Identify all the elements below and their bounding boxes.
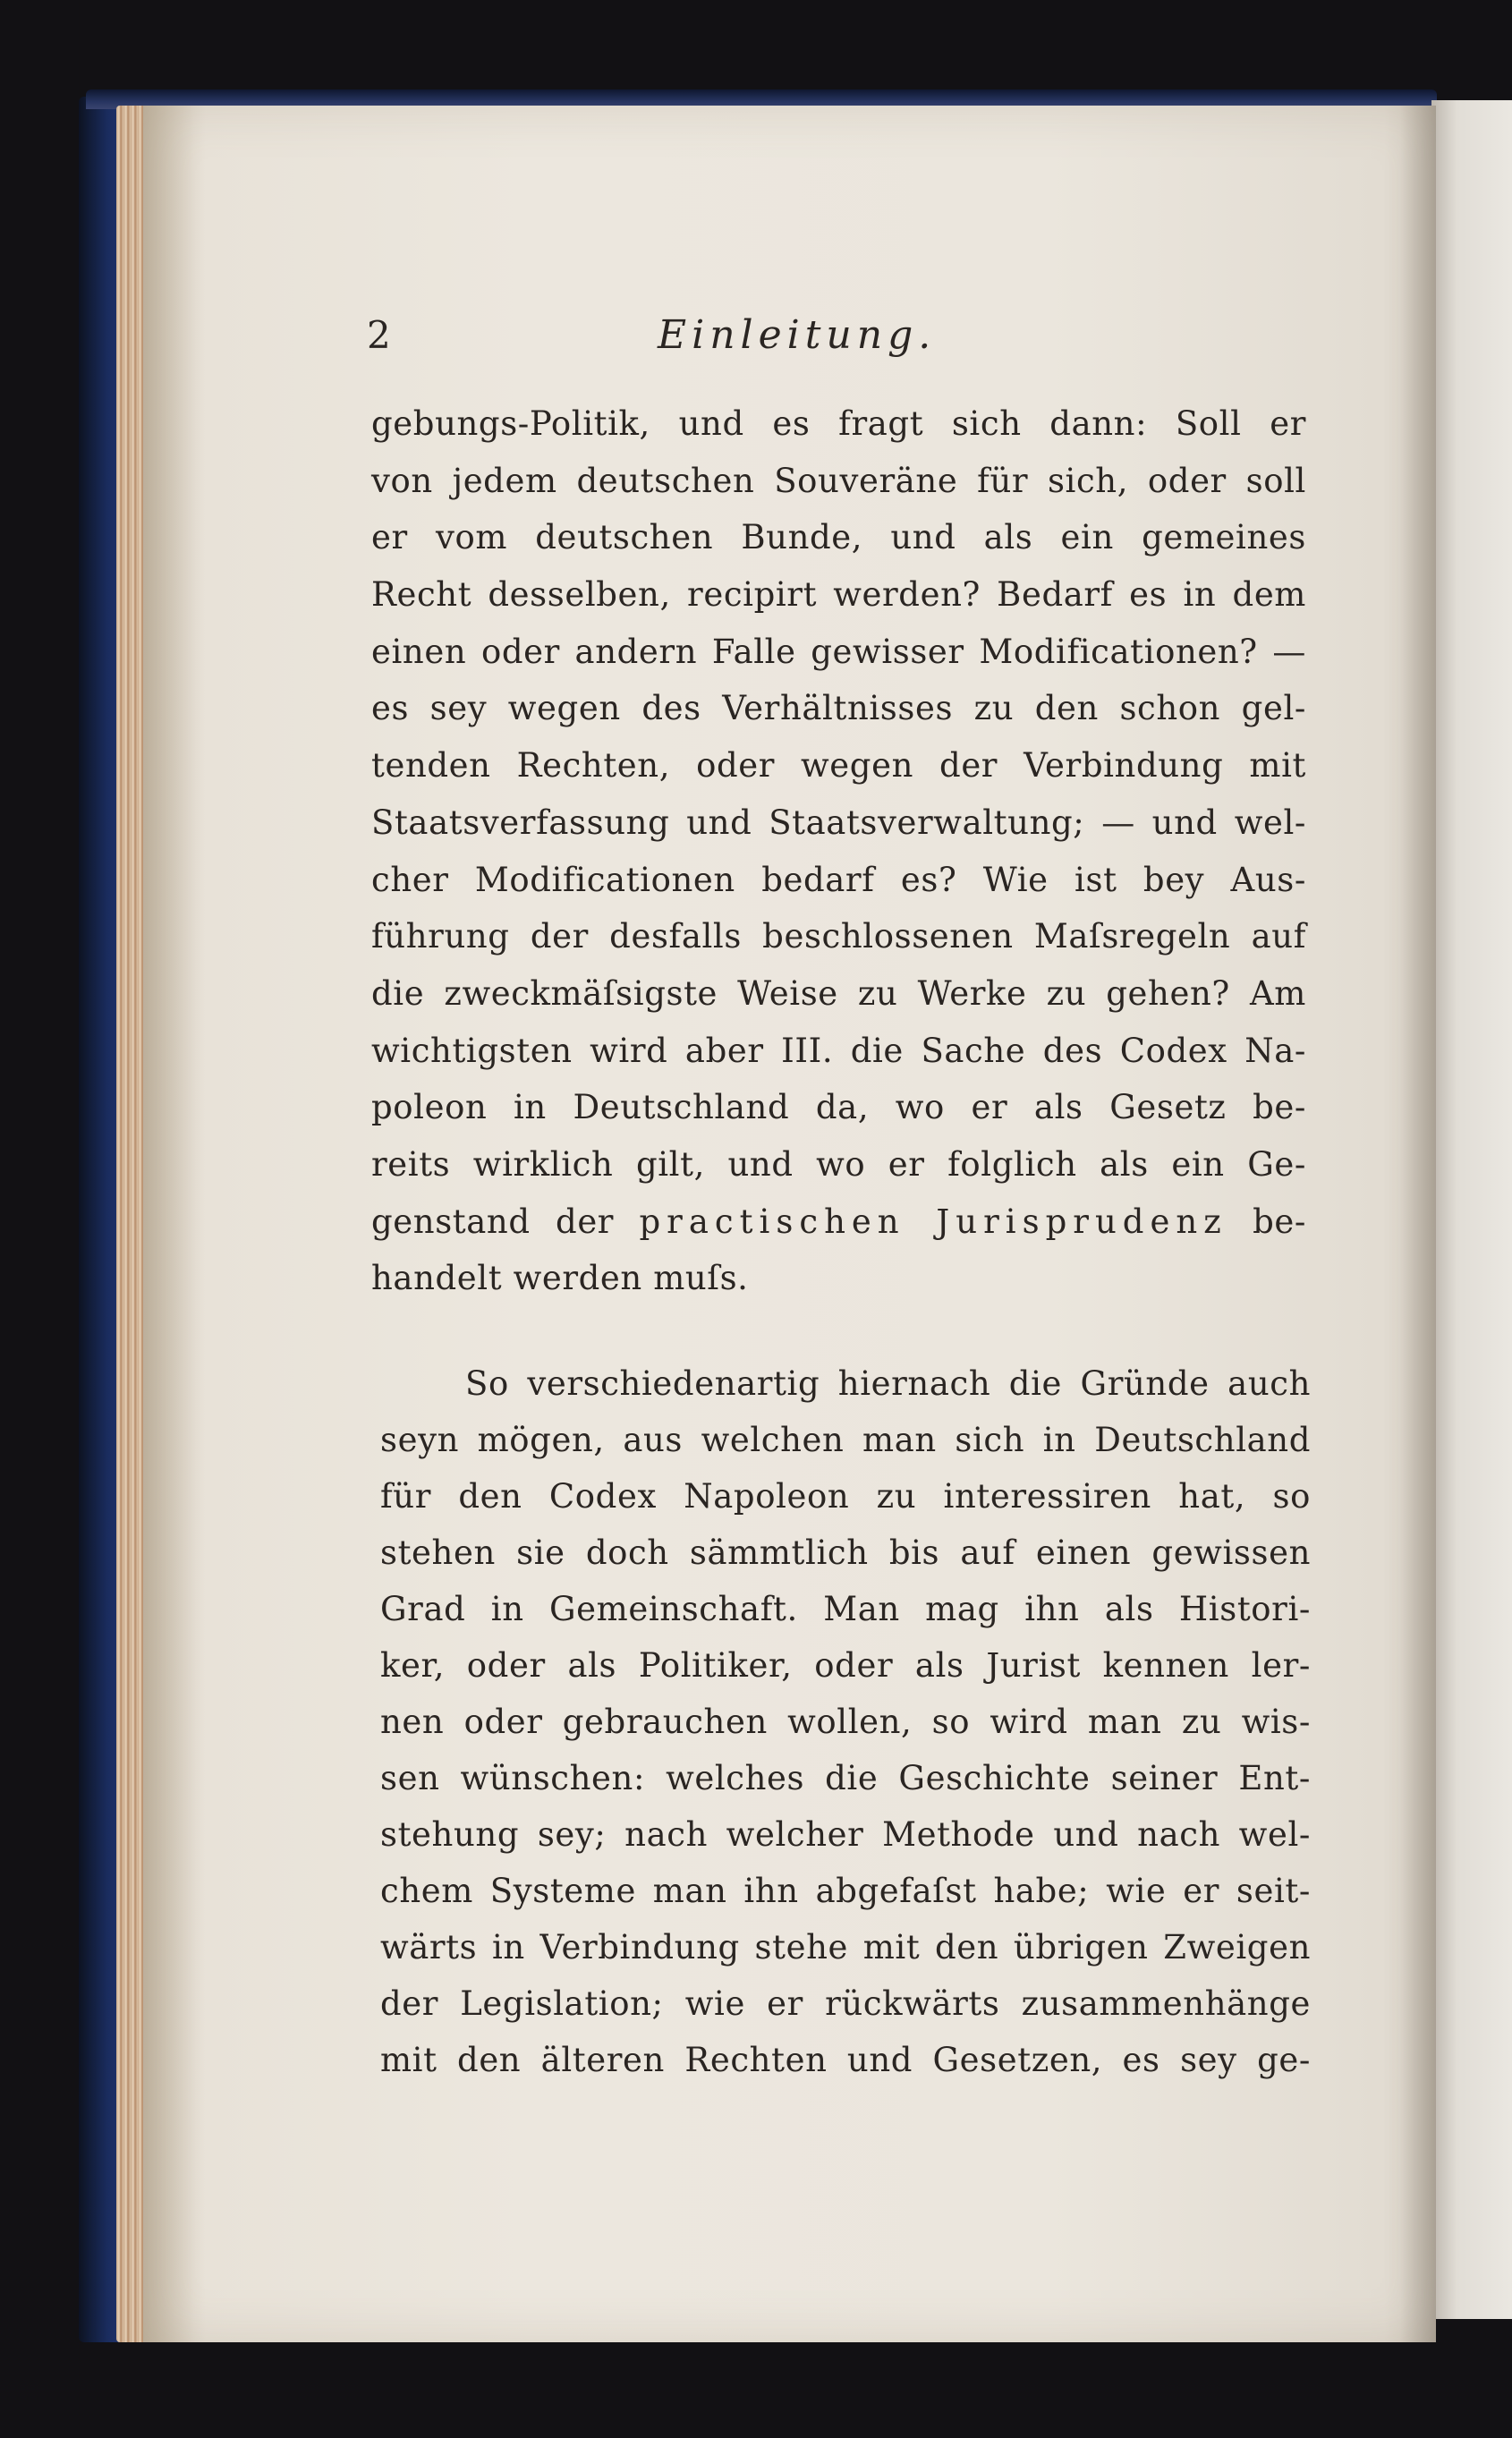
text-line: wärts in Verbindung stehe mit den übrigen Zweigen — [380, 1928, 1311, 1967]
text-line: ker, oder als Politiker, oder als Jurist kennen ler- — [380, 1646, 1311, 1685]
text-line: sen wünschen: welches die Geschichte seiner Ent- — [380, 1759, 1311, 1797]
text-line: er vom deutschen Bunde, und als ein gemeines — [371, 518, 1306, 557]
text-fragment: genstand der — [371, 1202, 615, 1241]
text-line: seyn mögen, aus welchen man sich in Deutschland — [380, 1421, 1311, 1459]
text-line: es sey wegen des Verhältnisses zu den schon gel- — [371, 689, 1306, 728]
text-fragment: be- — [1253, 1202, 1306, 1241]
text-line: nen oder gebrauchen wollen, so wird man zu wis- — [380, 1703, 1311, 1741]
running-title: Einleitung. — [658, 312, 937, 358]
text-line: einen oder andern Falle gewisser Modificationen? — — [371, 632, 1306, 671]
text-line: gebungs-Politik, und es fragt sich dann: Soll er — [371, 404, 1306, 443]
paragraph-2 — [380, 1355, 1311, 2088]
page-shadow — [143, 106, 206, 2342]
paragraph-1 — [371, 395, 1306, 1307]
text-line: führung der desfalls beschlossenen Maſsregeln auf — [371, 917, 1306, 956]
text-line: poleon in Deutschland da, wo er als Gesetz be- — [371, 1088, 1306, 1127]
text-line: reits wirklich gilt, und wo er folglich als ein Ge- — [371, 1144, 1306, 1184]
page-number: 2 — [367, 313, 391, 357]
text-line: stehen sie doch sämmtlich bis auf einen gewissen — [380, 1533, 1311, 1572]
text-line-emphasis — [371, 1194, 1306, 1251]
text-line: von jedem deutschen Souveräne für sich, oder soll — [371, 461, 1306, 500]
text-line: für den Codex Napoleon zu interessiren hat, so — [380, 1477, 1311, 1516]
text-line: Staatsverfassung und Staatsverwaltung; — und wel- — [371, 803, 1306, 842]
text-line: chem Systeme man ihn abgefaſst habe; wie er seit- — [380, 1872, 1311, 1910]
spaced-emphasis: practischen Jurisprudenz — [639, 1202, 1227, 1241]
text-line: cher Modificationen bedarf es? Wie ist bey Aus- — [371, 860, 1306, 899]
facing-page-edge — [1431, 100, 1512, 2319]
text-line: Grad in Gemeinschaft. Man mag ihn als Histori- — [380, 1590, 1311, 1628]
text-line: Recht desselben, recipirt werden? Bedarf es in dem — [371, 575, 1306, 615]
text-line: die zweckmäſsigste Weise zu Werke zu gehen? Am — [371, 973, 1306, 1013]
text-line-indented: So verschiedenartig hiernach die Gründe auch — [465, 1364, 1311, 1403]
page-gutter — [1400, 106, 1436, 2342]
page-header — [367, 309, 1306, 371]
text-line: wichtigsten wird aber III. die Sache des Codex Na- — [371, 1031, 1306, 1070]
text-line: stehung sey; nach welcher Methode und nach wel- — [380, 1815, 1311, 1854]
text-line: handelt werden muſs. — [371, 1259, 749, 1298]
text-line: mit den älteren Rechten und Gesetzen, es sey ge- — [380, 2041, 1311, 2079]
text-line: tenden Rechten, oder wegen der Verbindung mit — [371, 746, 1306, 786]
text-line: der Legislation; wie er rückwärts zusammenhänge — [380, 1984, 1311, 2023]
